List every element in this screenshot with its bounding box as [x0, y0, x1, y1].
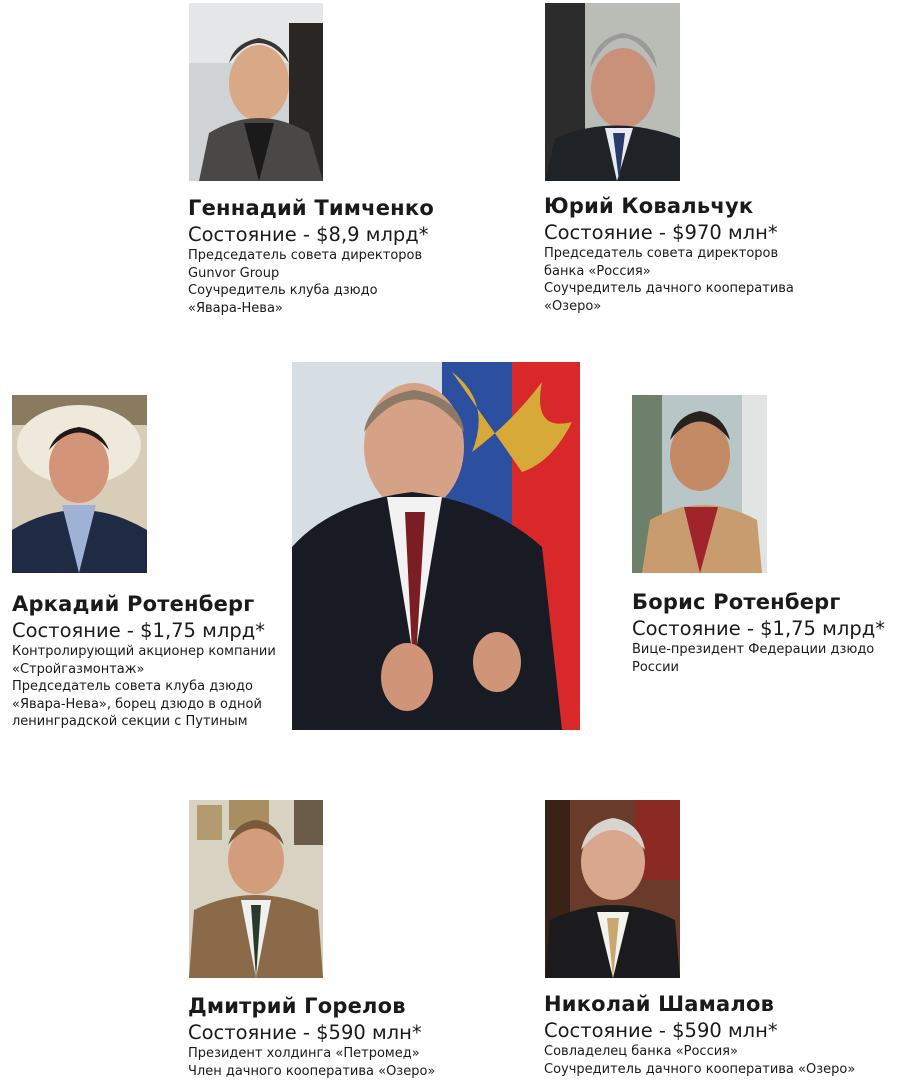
description-line: «Явара-Нева» [188, 300, 283, 316]
person-name: Геннадий Тимченко [188, 196, 434, 220]
center-portrait-photo [292, 362, 580, 730]
description-line: банка «Россия» [544, 263, 651, 279]
person-description [12, 643, 276, 731]
shamalov-photo [545, 800, 680, 978]
shamalov-card [544, 992, 855, 1078]
gorelov-photo [189, 800, 323, 978]
person-wealth: Состояние - $590 млн* [188, 1021, 422, 1044]
person-description [188, 1045, 435, 1080]
person-description [632, 641, 885, 676]
person-name: Юрий Ковальчук [544, 194, 754, 218]
person-name: Борис Ротенберг [632, 590, 841, 614]
description-line: «Стройгазмонтаж» [12, 661, 145, 677]
boris-rotenberg-card [632, 590, 885, 676]
description-line: ленинградской секции с Путиным [12, 714, 248, 729]
description-line: «Явара-Нева», борец дзюдо в одной [12, 696, 262, 712]
description-line: Председатель совета клуба дзюдо [12, 679, 253, 694]
description-line: Председатель совета директоров [544, 246, 779, 261]
person-name: Николай Шамалов [544, 992, 775, 1016]
kovalchuk-card [544, 194, 794, 315]
description-line: Член дачного кооператива «Озеро» [188, 1063, 436, 1079]
timchenko-card [188, 196, 434, 317]
person-description [544, 1043, 855, 1078]
gorelov-card [188, 994, 435, 1080]
description-line: Президент холдинга «Петромед» [188, 1046, 420, 1061]
boris-rotenberg-photo [632, 395, 767, 573]
description-line: «Озеро» [544, 298, 602, 314]
description-line: Вице-президент Федерации дзюдо [632, 642, 875, 657]
description-line: Контролирующий акционер компании [12, 644, 276, 659]
person-wealth: Состояние - $8,9 млрд* [188, 223, 429, 246]
description-line: Соучредитель дачного кооператива «Озеро» [544, 1061, 856, 1077]
description-line: Совладелец банка «Россия» [544, 1044, 738, 1059]
description-line: Соучредитель дачного кооператива [544, 281, 794, 296]
person-wealth: Состояние - $1,75 млрд* [632, 617, 885, 640]
description-line: Gunvor Group [188, 265, 280, 281]
kovalchuk-photo [545, 3, 680, 181]
description-line: Председатель совета директоров [188, 248, 423, 263]
person-description [544, 245, 794, 315]
person-wealth: Состояние - $1,75 млрд* [12, 619, 265, 642]
arkady-rotenberg-photo [12, 395, 147, 573]
description-line: России [632, 659, 679, 675]
timchenko-photo [189, 3, 323, 181]
person-wealth: Состояние - $590 млн* [544, 1019, 778, 1042]
description-line: Соучредитель клуба дзюдо [188, 283, 378, 298]
arkady-rotenberg-card [12, 592, 276, 731]
person-wealth: Состояние - $970 млн* [544, 221, 778, 244]
person-description [188, 247, 434, 317]
person-name: Аркадий Ротенберг [12, 592, 255, 616]
person-name: Дмитрий Горелов [188, 994, 406, 1018]
